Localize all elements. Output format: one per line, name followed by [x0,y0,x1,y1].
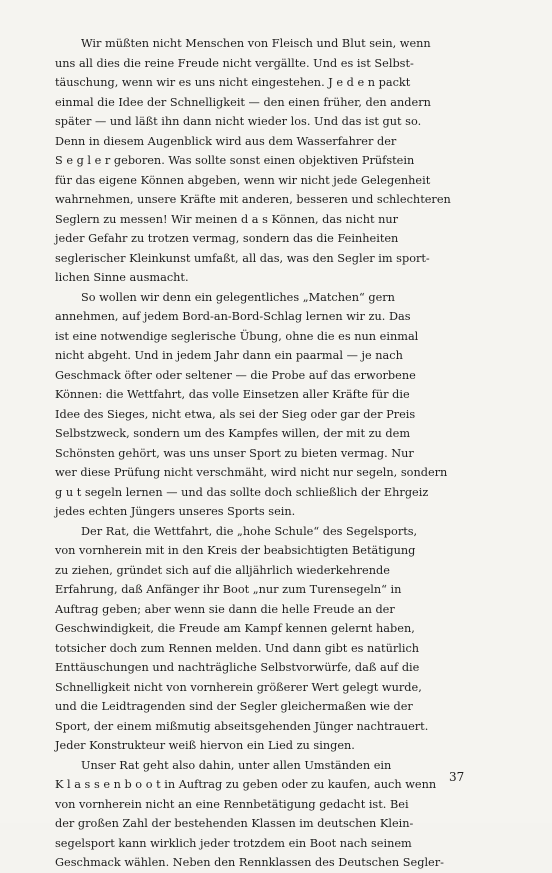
text-line: Enttäuschungen und nachträgliche Selbstvorwürfe, daß auf die [55,661,420,674]
text-line: Jeder Konstrukteur weiß hiervon ein Lied zu singen. [55,739,355,752]
text-line: Schönsten gehört, was uns unser Sport zu bieten vermag. Nur [55,446,414,460]
text-line: Können: die Wettfahrt, das volle Einsetzen aller Kräfte für die [55,388,410,401]
text-line: Wir müßten nicht Menschen von Fleisch und Blut sein, wenn [81,37,431,50]
text-line: Geschmack wählen. Neben den Rennklassen des Deutschen Segler- [55,856,444,869]
text-line: Schnelligkeit nicht von vornherein größerer Wert gelegt wurde, [55,680,422,694]
text-line: Auftrag geben; aber wenn sie dann die helle Freude an der [55,602,395,616]
text-line: für das eigene Können abgeben, wenn wir nicht jede Gelegenheit [55,173,431,187]
text-line: Denn in diesem Augenblick wird aus dem Wasserfahrer der [55,134,397,148]
text-line: Unser Rat geht also dahin, unter allen Umständen ein [81,758,392,772]
text-line: Selbstzweck, sondern um des Kampfes willen, der mit zu dem [55,427,411,440]
text-line: von vornherein nicht an eine Rennbetätigung gedacht ist. Bei [55,797,409,811]
text-line: uns all dies die reine Freude nicht vergällte. Und es ist Selbst- [55,56,414,70]
text-line: wahrnehmen, unsere Kräfte mit anderen, besseren und schlechteren [55,193,451,206]
text-line: Sport, der einem mißmutig abseitsgehenden Jünger nachtrauert. [55,719,429,733]
text-line: Idee des Sieges, nicht etwa, als sei der Sieg oder gar der Preis [55,407,416,421]
text-line: zu ziehen, gründet sich auf die alljährlich wiederkehrende [55,563,390,577]
text-line: annehmen, auf jedem Bord-an-Bord-Schlag lernen wir zu. Das [55,310,411,323]
text-line: jedes echten Jüngers unseres Sports sein. [55,505,296,518]
body-text [55,34,473,873]
text-line: täuschung, wenn wir es uns nicht eingestehen. J e d e n packt [55,76,411,89]
text-line: g u t segeln lernen — und das sollte doch schließlich der Ehrgeiz [55,485,429,499]
text-line: So wollen wir denn ein gelegentliches „Matchen“ gern [81,290,395,304]
text-line: Geschwindigkeit, die Freude am Kampf kennen gelernt haben, [55,622,415,635]
text-line: von vornherein mit in den Kreis der beabsichtigten Betätigung [55,544,416,557]
text-line: Der Rat, die Wettfahrt, die „hohe Schule“ des Segelsports, [81,524,418,538]
page-number: 37 [449,770,465,784]
text-line: Erfahrung, daß Anfänger ihr Boot „nur zum Turensegeln“ in [55,583,402,596]
text-line: wer diese Prüfung nicht verschmäht, wird nicht nur segeln, sondern [55,466,448,479]
text-line: lichen Sinne ausmacht. [55,271,189,284]
text-line: Geschmack öfter oder seltener — die Probe auf das erworbene [55,368,416,382]
text-line: nicht abgeht. Und in jedem Jahr dann ein paarmal — je nach [55,349,403,362]
text-line: Seglern zu messen! Wir meinen d a s Können, das nicht nur [55,212,399,226]
text-line: später — und läßt ihn dann nicht wieder los. Und das ist gut so. [55,115,422,128]
text-line: und die Leidtragenden sind der Segler gleichermaßen wie der [55,700,413,713]
text-line: jeder Gefahr zu trotzen vermag, sondern das die Feinheiten [55,232,399,245]
text-line: der großen Zahl der bestehenden Klassen im deutschen Klein- [55,817,414,830]
text-line: ist eine notwendige seglerische Übung, ohne die es nun einmal [55,329,419,343]
text-line: totsicher doch zum Rennen melden. Und dann gibt es natürlich [55,641,420,655]
text-line: S e g l e r geboren. Was sollte sonst einen objektiven Prüfstein [55,154,415,167]
text-line: seglerischer Kleinkunst umfaßt, all das, was den Segler im sport- [55,251,430,265]
text-line: einmal die Idee der Schnelligkeit — den einen früher, den andern [55,95,431,109]
text-line: K l a s s e n b o o t in Auftrag zu geben oder zu kaufen, auch wenn [55,778,437,791]
text-line: segelsport kann wirklich jeder trotzdem ein Boot nach seinem [55,836,412,850]
